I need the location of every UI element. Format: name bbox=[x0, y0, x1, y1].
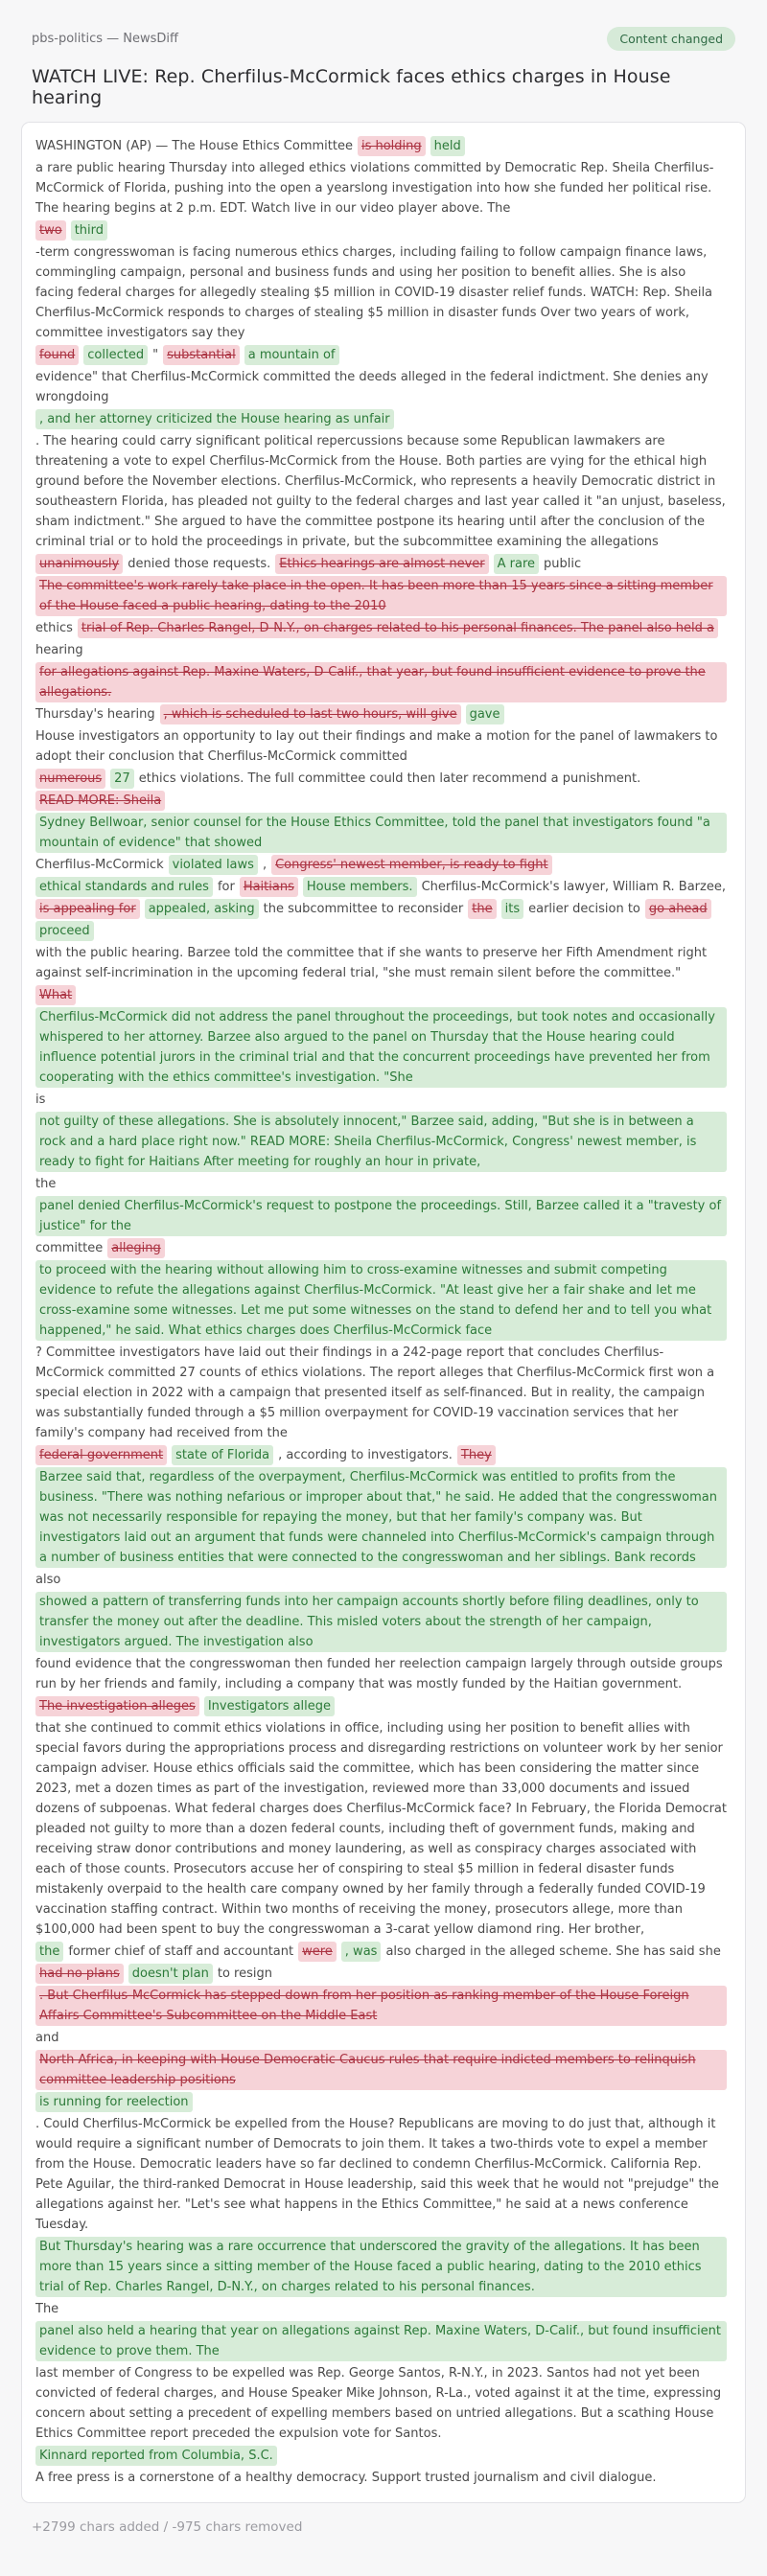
diff-plain-segment: , bbox=[262, 858, 267, 872]
diff-removed-segment: go ahead bbox=[645, 899, 711, 919]
article-title: WATCH LIVE: Rep. Cherfilus-McCormick faces ethics charges in House hearing bbox=[32, 66, 671, 108]
diff-plain-segment: A free press is a cornerstone of a healthy democracy. Support trusted journalism and civil dialogue. bbox=[35, 2471, 657, 2485]
diff-plain-segment: ethics bbox=[35, 621, 73, 635]
diff-removed-segment: were bbox=[298, 1942, 337, 1962]
diff-removed-segment: Ethics hearings are almost never bbox=[275, 554, 488, 574]
diff-added-segment: not guilty of these allegations. She is absolutely innocent," Barzee said, adding, "But she is in between a rock and a hard place right now." READ MORE: Sheila Cherfilus-McCormick, Congress' newest member, is ready to fight for Haitians After meeting for roughly an hour in private, bbox=[35, 1112, 727, 1172]
diff-plain-segment: , according to investigators. bbox=[278, 1448, 453, 1462]
diff-plain-segment: hearing bbox=[35, 643, 83, 657]
diff-added-segment: , was bbox=[341, 1942, 382, 1962]
diff-removed-segment: alleging bbox=[107, 1238, 165, 1258]
diff-removed-segment: found bbox=[35, 345, 79, 365]
diff-plain-segment: public bbox=[544, 557, 582, 571]
diff-added-segment: Barzee said that, regardless of the overpayment, Cherfilus-McCormick was entitled to profits from the business. "There was nothing nefarious or improper about that," he said. He added that the congresswoman was not necessarily responsible for repaying the money, but that her family's company was. But investigators laid out an argument that funds were channeled into Cherfilus-McCormick's campaign through a number of business entities that were connected to the congresswoman and her siblings. Bank records bbox=[35, 1467, 727, 1568]
diff-plain-segment: evidence" that Cherfilus-McCormick committed the deeds alleged in the federal indictment. She denies any wrongdoing bbox=[35, 370, 709, 404]
diff-plain-segment: The bbox=[35, 2302, 59, 2316]
diff-plain-segment: to resign bbox=[217, 1966, 272, 1981]
diff-plain-segment: also charged in the alleged scheme. She has said she bbox=[385, 1944, 721, 1959]
diff-removed-segment: substantial bbox=[163, 345, 240, 365]
diff-removed-segment: The committee's work rarely take place in the open. It has been more than 15 years since a sitting member of the House faced a public hearing, dating to the 2010 bbox=[35, 576, 727, 616]
diff-added-segment: 27 bbox=[110, 769, 134, 789]
diff-removed-segment: is appealing for bbox=[35, 899, 140, 919]
diff-added-segment: third bbox=[71, 220, 107, 241]
diff-added-segment: state of Florida bbox=[172, 1445, 273, 1465]
diff-plain-segment: -term congresswoman is facing numerous ethics charges, including failing to follow campaign finance laws, commingling campaign, personal and business funds and using her position to benefit allies. She is also facing federal charges for allegedly stealing $5 million in COVID-19 disaster relief funds. WATCH: Rep. Sheila Cherfilus-McCormick responds to charges of stealing $5 million in disaster funds Over two years of work, committee investigators say they bbox=[35, 245, 713, 340]
diff-added-segment: showed a pattern of transferring funds into her campaign accounts shortly before filing deadlines, only to transfer the money out after the deadline. This misled voters about the strength of her campaign, investigators argued. The investigation also bbox=[35, 1592, 727, 1652]
diff-added-segment: held bbox=[430, 136, 465, 156]
diff-plain-segment: the subcommittee to reconsider bbox=[263, 902, 464, 916]
diff-plain-segment: Cherfilus-McCormick bbox=[35, 858, 164, 872]
diff-removed-segment: , which is scheduled to last two hours, will give bbox=[160, 704, 461, 724]
diff-plain-segment: also bbox=[35, 1573, 61, 1587]
diff-added-segment: A rare bbox=[494, 554, 539, 574]
diff-plain-segment: WASHINGTON (AP) — The House Ethics Committee bbox=[35, 139, 353, 153]
diff-plain-segment: . Could Cherfilus-McCormick be expelled from the House? Republicans are moving to do just that, although it would require a significant number of Democrats to join them. It takes a two-thirds vote to expel a member from the House. Democratic leaders have so far declined to condemn Cherfilus-McCormick. California Rep. Pete Aguilar, the third-ranked Democrat in House leadership, said this week that he would not "prejudge" the allegations against her. "Let's see what happens in the Ethics Committee," he said at a news conference Tuesday. bbox=[35, 2117, 719, 2232]
source-label: pbs-politics — NewsDiff bbox=[32, 32, 178, 46]
diff-added-segment: to proceed with the hearing without allowing him to cross-examine witnesses and submit competing evidence to refute the allegations against Cherfilus-McCormick. "At least give her a fair shake and let me cross-examine some witnesses. Let me put some witnesses on the stand to defend her and to tell you what happened," he said. What ethics charges does Cherfilus-McCormick face bbox=[35, 1260, 727, 1341]
diff-removed-segment: two bbox=[35, 220, 66, 241]
diff-added-segment: violated laws bbox=[169, 855, 258, 875]
diff-added-segment: Kinnard reported from Columbia, S.C. bbox=[35, 2446, 277, 2466]
diff-added-segment: Sydney Bellwoar, senior counsel for the House Ethics Committee, told the panel that investigators found "a mountain of evidence" that showed bbox=[35, 813, 727, 853]
diff-plain-segment: House investigators an opportunity to lay out their findings and make a motion for the panel of lawmakers to adopt their conclusion that Cherfilus-McCormick committed bbox=[35, 729, 718, 764]
topbar bbox=[21, 23, 746, 51]
diff-plain-segment: . The hearing could carry significant political repercussions because some Republican lawmakers are threatening a vote to expel Cherfilus-McCormick from the House. Both parties are vying for the ethical high ground before the November elections. Cherfilus-McCormick, who represents a heavily Democratic district in southeastern Florida, has pleaded not guilty to the federal charges and last year called it "an unjust, baseless, sham indictment." She argued to have the committee postpone its hearing until after the conclusion of the criminal trial or to hold the proceedings in private, but the subcommittee examining the allegations bbox=[35, 434, 726, 549]
diff-added-segment: But Thursday's hearing was a rare occurrence that underscored the gravity of the allegations. It has been more than 15 years since a sitting member of the House faced a public hearing, dating to the 2010 ethics trial of Rep. Charles Rangel, D-N.Y., on charges related to his personal finances. bbox=[35, 2237, 727, 2297]
diff-plain-segment: Cherfilus-McCormick's lawyer, William R. Barzee, bbox=[421, 880, 726, 894]
diff-removed-segment: They bbox=[457, 1445, 496, 1465]
diff-removed-segment: federal government bbox=[35, 1445, 167, 1465]
diff-removed-segment: numerous bbox=[35, 769, 105, 789]
diff-added-segment: a mountain of bbox=[244, 345, 339, 365]
diff-removed-segment: North Africa, in keeping with House Democratic Caucus rules that require indicted members to relinquish committee leadership positions bbox=[35, 2050, 727, 2090]
diff-added-segment: its bbox=[501, 899, 523, 919]
diff-removed-segment: is holding bbox=[358, 136, 426, 156]
diff-removed-segment: Haitians bbox=[240, 877, 298, 897]
diff-added-segment: Investigators allege bbox=[204, 1696, 335, 1716]
diff-plain-segment: Thursday's hearing bbox=[35, 707, 155, 722]
diff-plain-segment: the bbox=[35, 1177, 57, 1191]
diff-plain-segment: earlier decision to bbox=[528, 902, 640, 916]
diff-removed-segment: READ MORE: Sheila bbox=[35, 791, 165, 811]
diff-added-segment: doesn't plan bbox=[128, 1964, 213, 1984]
diff-removed-segment: Congress' newest member, is ready to fight bbox=[271, 855, 551, 875]
diff-added-segment: House members. bbox=[303, 877, 417, 897]
diff-added-segment: the bbox=[35, 1942, 63, 1962]
diff-added-segment: , and her attorney criticized the House hearing as unfair bbox=[35, 409, 394, 429]
diff-added-segment: panel denied Cherfilus-McCormick's request to postpone the proceedings. Still, Barzee called it a "travesty of justice" for the bbox=[35, 1196, 727, 1236]
diff-added-segment: proceed bbox=[35, 921, 94, 941]
diff-plain-segment: " bbox=[152, 348, 159, 362]
diff-body bbox=[35, 135, 732, 2489]
diff-added-segment: is running for reelection bbox=[35, 2092, 193, 2112]
diff-plain-segment: denied those requests. bbox=[128, 557, 271, 571]
diff-removed-segment: for allegations against Rep. Maxine Waters, D-Calif., that year, but found insufficient evidence to prove the allegations. bbox=[35, 662, 727, 702]
diff-plain-segment: found evidence that the congresswoman then funded her reelection campaign largely through outside groups run by her friends and family, including a company that was mostly funded by the Haitian government. bbox=[35, 1657, 723, 1691]
diff-plain-segment: last member of Congress to be expelled was Rep. George Santos, R-N.Y., in 2023. Santos had not yet been convicted of federal charges, and House Speaker Mike Johnson, R-La., voted against it at the time, expressing concern about setting a precedent of expelling members based on untried allegations. But a scathing House Ethics Committee report preceded the expulsion vote for Santos. bbox=[35, 2366, 722, 2441]
diff-added-segment: panel also held a hearing that year on allegations against Rep. Maxine Waters, D-Calif., but found insufficient evidence to prove them. The bbox=[35, 2321, 727, 2361]
diff-plain-segment: for bbox=[217, 880, 235, 894]
diff-removed-segment: . But Cherfilus-McCormick has stepped down from her position as ranking member of the House Foreign Affairs Committee's Subcommittee on the Middle East bbox=[35, 1986, 727, 2026]
diff-removed-segment: the bbox=[468, 899, 496, 919]
diff-added-segment: collected bbox=[83, 345, 148, 365]
diff-plain-segment: that she continued to commit ethics violations in office, including using her position to benefit allies with special favors during the appropriations process and disregarding restrictions on volunteer work by her senior campaign adviser. House ethics officials said the committee, which has been considering the matter since 2023, met a dozen times as part of the investigation, reviewed more than 33,000 documents and issued dozens of subpoenas. What federal charges does Cherfilus-McCormick face? In February, the Florida Democrat pleaded not guilty to more than a dozen federal counts, including theft of government funds, making and receiving straw donor contributions and money laundering, as well as conspiracy charges associated with each of those counts. Prosecutors accuse her of conspiring to steal $5 million in federal disaster funds mistakenly overpaid to the health care company owned by her family through a federally funded COVID-19 vaccination staffing contract. Within two months of receiving the money, prosecutors allege, more than $100,000 had been spent to buy the congresswoman a 3-carat yellow diamond ring. Her brother, bbox=[35, 1721, 727, 1937]
diff-added-segment: gave bbox=[466, 704, 504, 724]
diff-article-card bbox=[21, 122, 746, 2503]
diff-removed-segment: had no plans bbox=[35, 1964, 124, 1984]
diff-added-segment: ethical standards and rules bbox=[35, 877, 213, 897]
diff-plain-segment: a rare public hearing Thursday into alleged ethics violations committed by Democratic Rep. Sheila Cherfilus-McCormick of Florida, pushing into the open a yearslong investigation into how she funded her political rise. The hearing begins at 2 p.m. EDT. Watch live in our video player above. The bbox=[35, 161, 714, 216]
diff-removed-segment: What bbox=[35, 985, 76, 1005]
diff-plain-segment: is bbox=[35, 1092, 46, 1107]
diff-plain-segment: and bbox=[35, 2031, 59, 2045]
diff-plain-segment: former chief of staff and accountant bbox=[68, 1944, 294, 1959]
diff-added-segment: Cherfilus-McCormick did not address the panel throughout the proceedings, but took notes and occasionally whispered to her attorney. Barzee also argued to the panel on Thursday that the House hearing could influence potential jurors in the criminal trial and that the concurrent proceedings have prevented her from cooperating with the ethics committee's investigation. "She bbox=[35, 1007, 727, 1088]
diff-removed-segment: The investigation alleges bbox=[35, 1696, 199, 1716]
status-badge: Content changed bbox=[607, 27, 735, 51]
diff-removed-segment: trial of Rep. Charles Rangel, D-N.Y., on charges related to his personal finances. The panel also held a bbox=[78, 618, 718, 638]
diff-plain-segment: with the public hearing. Barzee told the committee that if she wants to preserve her Fifth Amendment right against self-incrimination in the upcoming federal trial, "she must remain silent before the committee." bbox=[35, 946, 708, 980]
diff-removed-segment: unanimously bbox=[35, 554, 123, 574]
diff-plain-segment: committee bbox=[35, 1241, 104, 1255]
diff-plain-segment: ethics violations. The full committee could then later recommend a punishment. bbox=[138, 771, 641, 786]
diff-plain-segment: ? Committee investigators have laid out their findings in a 242-page report that concludes Cherfilus-McCormick committed 27 counts of ethics violations. The report alleges that Cherfilus-McCormick first won a special election in 2022 with a campaign that presented itself as self-financed. But in reality, the campaign was substantially funded through a $5 million overpayment for COVID-19 vaccination services that her family's company had received from the bbox=[35, 1346, 715, 1440]
diff-summary: +2799 chars added / -975 chars removed bbox=[32, 2519, 303, 2535]
diff-added-segment: appealed, asking bbox=[145, 899, 259, 919]
